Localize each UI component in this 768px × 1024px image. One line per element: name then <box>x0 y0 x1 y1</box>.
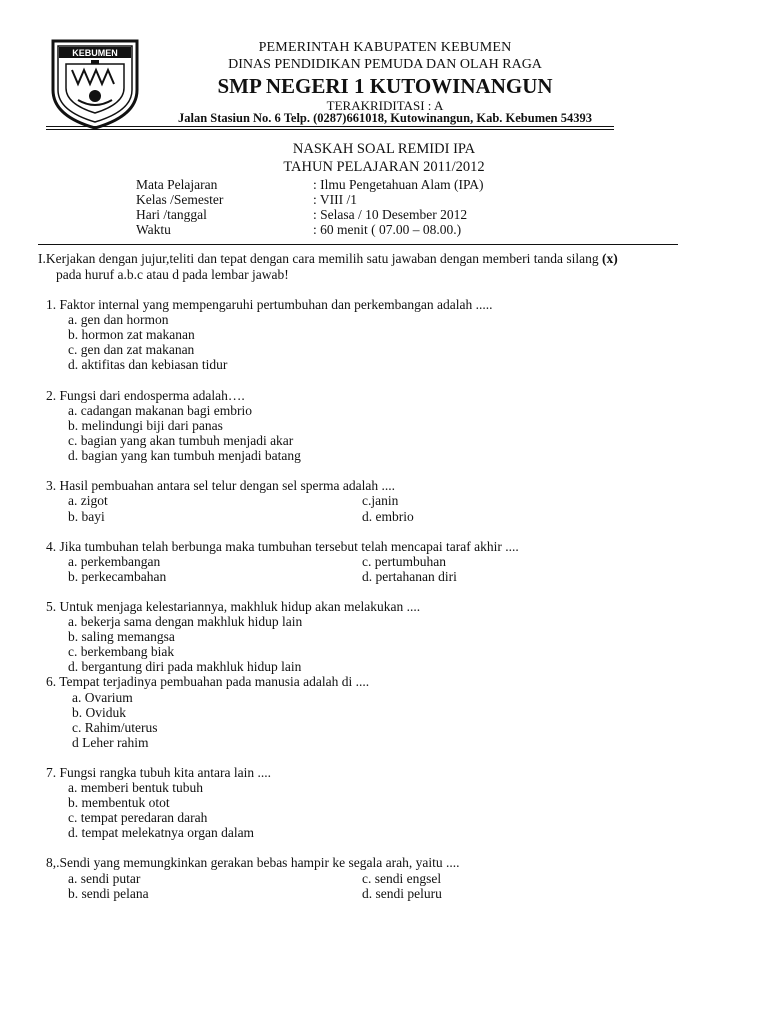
exam-title: NASKAH SOAL REMIDI IPA <box>292 141 476 157</box>
question-1-option-b: b. hormon zat makanan <box>68 327 195 342</box>
question-1-stem: 1. Faktor internal yang mempengaruhi pertumbuhan dan perkembangan adalah ..... <box>46 297 493 312</box>
question-2-option-a: a. cadangan makanan bagi embrio <box>68 403 253 418</box>
question-4-option-c: c. pertumbuhan <box>362 554 446 569</box>
question-2-option-b: b. melindungi biji dari panas <box>68 418 223 433</box>
question-2-option-d: d. bagian yang kan tumbuh menjadi batang <box>68 448 301 463</box>
question-8-option-b: b. sendi pelana <box>68 886 149 901</box>
meta-value: : VIII /1 <box>313 192 357 207</box>
question-5-option-b: b. saling memangsa <box>68 629 175 644</box>
question-3-option-a: a. zigot <box>68 493 108 508</box>
header-rule <box>38 244 678 245</box>
kebumen-coat-of-arms-logo <box>50 38 140 130</box>
letterhead-separator <box>46 126 614 136</box>
question-2-stem: 2. Fungsi dari endosperma adalah…. <box>46 388 245 403</box>
letterhead-government: PEMERINTAH KABUPATEN KEBUMEN <box>258 40 512 55</box>
question-1-option-a: a. gen dan hormon <box>68 312 169 327</box>
question-8-option-a: a. sendi putar <box>68 871 141 886</box>
question-6-option-a: a. Ovarium <box>72 690 133 705</box>
question-8-option-c: c. sendi engsel <box>362 871 442 886</box>
instructions-text: I.Kerjakan dengan jujur,teliti dan tepat dengan cara memilih satu jawaban dengan memberi tanda silang <box>38 251 603 266</box>
question-8-stem: 8,.Sendi yang memungkinkan gerakan bebas hampir ke segala arah, yaitu .... <box>46 855 460 870</box>
question-5-stem: 5. Untuk menjaga kelestariannya, makhluk hidup akan melakukan .... <box>46 599 421 614</box>
meta-label: Kelas /Semester <box>136 192 224 207</box>
question-3-option-b: b. bayi <box>68 509 105 524</box>
meta-value: : 60 menit ( 07.00 – 08.00.) <box>313 222 462 237</box>
accreditation: TERAKRIDITASI : A <box>326 98 444 113</box>
question-3-stem: 3. Hasil pembuahan antara sel telur dengan sel sperma adalah .... <box>46 478 395 493</box>
meta-label: Mata Pelajaran <box>136 177 218 192</box>
instructions-line-2: pada huruf a.b.c atau d pada lembar jawab! <box>56 267 289 282</box>
question-4-option-d: d. pertahanan diri <box>362 569 457 584</box>
question-4-option-a: a. perkembangan <box>68 554 161 569</box>
letterhead-department: DINAS PENDIDIKAN PEMUDA DAN OLAH RAGA <box>228 57 542 72</box>
question-7-option-c: c. tempat peredaran darah <box>68 810 208 825</box>
question-7-stem: 7. Fungsi rangka tubuh kita antara lain .... <box>46 765 271 780</box>
question-7-option-d: d. tempat melekatnya organ dalam <box>68 825 255 840</box>
academic-year: TAHUN PELAJARAN 2011/2012 <box>283 159 485 175</box>
question-3-option-d: d. embrio <box>362 509 414 524</box>
question-5-option-c: c. berkembang biak <box>68 644 175 659</box>
school-name: SMP NEGERI 1 KUTOWINANGUN <box>217 74 553 98</box>
question-6-stem: 6. Tempat terjadinya pembuahan pada manusia adalah di .... <box>46 674 370 689</box>
instructions-mark: (x) <box>602 251 618 266</box>
question-1-option-d: d. aktifitas dan kebiasan tidur <box>68 357 228 372</box>
question-1-option-c: c. gen dan zat makanan <box>68 342 195 357</box>
instructions-line-1 <box>38 251 618 266</box>
question-4-stem: 4. Jika tumbuhan telah berbunga maka tumbuhan tersebut telah mencapai taraf akhir .... <box>46 539 519 554</box>
question-6-option-b: b. Oviduk <box>72 705 126 720</box>
question-8-option-d: d. sendi peluru <box>362 886 442 901</box>
question-5-option-a: a. bekerja sama dengan makhluk hidup lain <box>68 614 303 629</box>
question-5-option-d: d. bergantung diri pada makhluk hidup lain <box>68 659 302 674</box>
question-4-option-b: b. perkecambahan <box>68 569 167 584</box>
meta-label: Hari /tanggal <box>136 207 207 222</box>
question-6-option-c: c. Rahim/uterus <box>72 720 158 735</box>
question-2-option-c: c. bagian yang akan tumbuh menjadi akar <box>68 433 294 448</box>
question-7-option-b: b. membentuk otot <box>68 795 170 810</box>
question-7-option-a: a. memberi bentuk tubuh <box>68 780 203 795</box>
logo-banner-text: KEBUMEN <box>72 48 118 58</box>
meta-value: : Selasa / 10 Desember 2012 <box>313 207 468 222</box>
school-address: Jalan Stasiun No. 6 Telp. (0287)661018, Kutowinangun, Kab. Kebumen 54393 <box>178 111 592 125</box>
question-6-option-d: d Leher rahim <box>72 735 149 750</box>
meta-label: Waktu <box>136 222 171 237</box>
meta-value: : Ilmu Pengetahuan Alam (IPA) <box>313 177 484 192</box>
question-3-option-c: c.janin <box>362 493 399 508</box>
